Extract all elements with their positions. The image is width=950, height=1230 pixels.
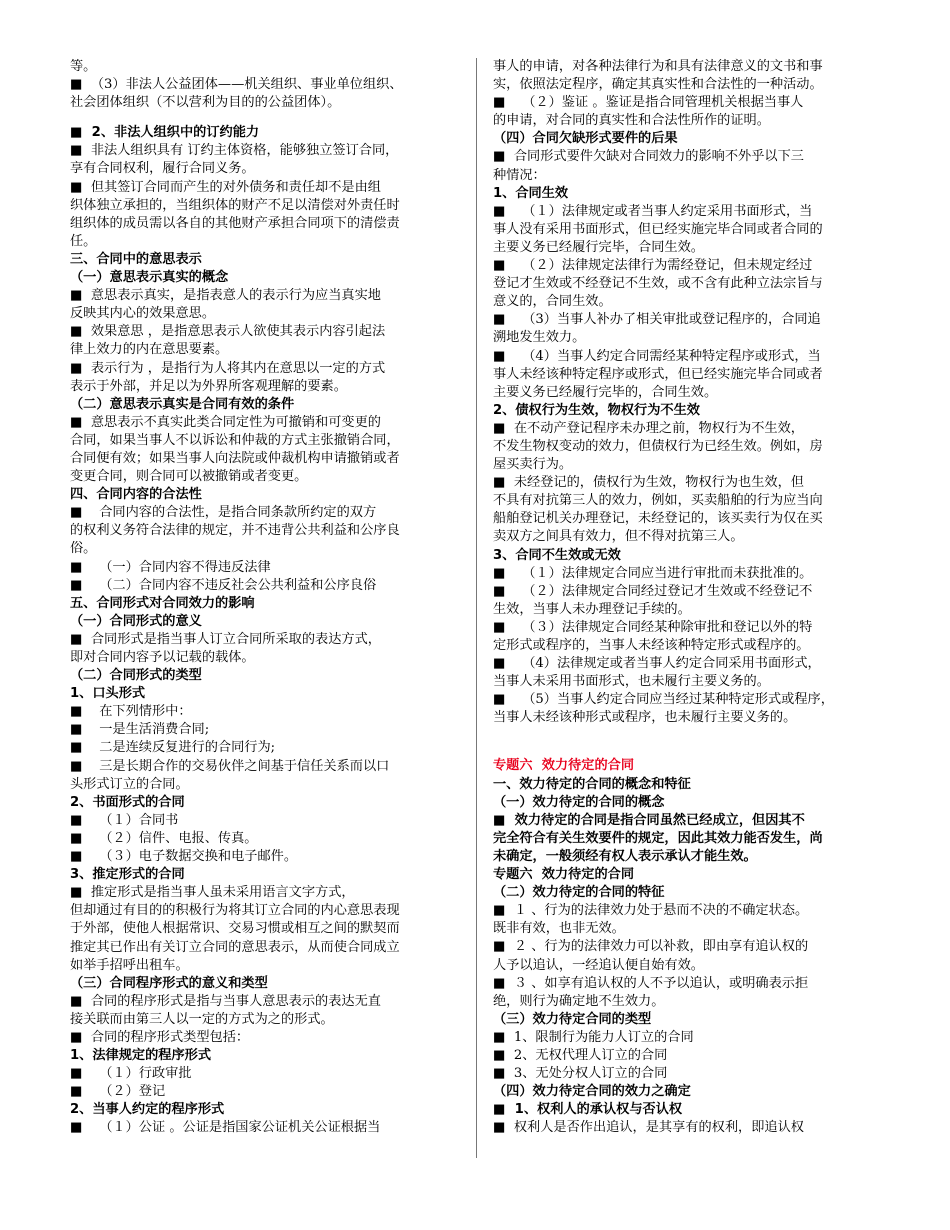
heading-line: （二）效力待定的合同的特征 — [493, 885, 665, 901]
text-line: 当事人未经该种形式或程序，也未履行主要义务的。 — [493, 710, 797, 726]
left-column — [70, 58, 468, 1138]
text-line: 绝，则行为确定地不生效力。 — [493, 993, 665, 1009]
text-line: 卖双方之间具有效力，但不得对抗第三人。 — [493, 529, 744, 545]
text-line: 生效，当事人未办理登记手续的。 — [493, 601, 691, 617]
text-line: 推定其已作出有关订立合同的意思表示，从而使合同成立 — [70, 939, 400, 955]
heading-line: ■ 1、权利人的承认权与否认权 — [493, 1102, 683, 1118]
text-line: ■ （4）当事人约定合同需经某种特定程序或形式，当 — [493, 348, 821, 364]
text-line: 合同便有效；如果当事人向法院或仲裁机构申请撤销或者 — [70, 450, 400, 466]
text-line: ■ 合同形式是指当事人订立合同所采取的表达方式， — [70, 631, 381, 647]
text-line: ■ （3）当事人补办了相关审批或登记程序的，合同追 — [493, 312, 821, 328]
text-line: 溯地发生效力。 — [493, 330, 586, 346]
column-divider — [476, 58, 477, 1158]
text-line: ■ （二）合同内容不违反社会公共利益和公序良俗 — [70, 577, 377, 593]
text-line: 头形式订立的合同。 — [70, 776, 189, 792]
heading-line: 完全符合有关生效要件的规定，因此其效力能否发生，尚 — [493, 830, 823, 846]
text-line: ■ 未经登记的，债权行为生效，物权行为也生效，但 — [493, 475, 804, 491]
text-line: ■ 推定形式是指当事人虽未采用语言文字方式， — [70, 885, 355, 901]
heading-line: 四、合同内容的合法性 — [70, 487, 202, 503]
text-line: ■ 权利人是否作出追认，是其享有的权利，即追认权 — [493, 1120, 804, 1136]
heading-line: 2、书面形式的合同 — [70, 794, 185, 810]
text-line: ■ （１）公证 。公证是指国家公证机关公证根据当 — [70, 1120, 381, 1136]
text-line: ■ 3、无处分权人订立的合同 — [493, 1066, 668, 1082]
text-line: ■ （３）法律规定合同经某种除审批和登记以外的特 — [493, 619, 813, 635]
text-line: ■ １ 、行为的法律效力处于悬而不决的不确定状态。 — [493, 903, 809, 919]
text-line: 织体独立承担的，当组织体的财产不足以清偿对外责任时 — [70, 197, 400, 213]
text-line: ■ （２）信件、电报、传真。 — [70, 830, 258, 846]
text-line: 合同，如果当事人不以诉讼和仲裁的方式主张撤销合同， — [70, 432, 400, 448]
text-line: ■ 在不动产登记程序未办理之前，物权行为不生效， — [493, 420, 804, 436]
text-line: ■ 2、无权代理人订立的合同 — [493, 1047, 668, 1063]
spacer — [493, 727, 885, 757]
text-line: 屋买卖行为。 — [493, 457, 573, 473]
text-line: 社会团体组织（不以营利为目的的公益团体）。 — [70, 95, 341, 111]
text-line: 但却通过有目的的积极行为将其订立合同的内心意思表现 — [70, 903, 400, 919]
text-line: 表示于外部，并足以为外界所客观理解的要素。 — [70, 378, 347, 394]
heading-line: （四）效力待定合同的效力之确定 — [493, 1084, 691, 1100]
text-line: ■ （２）法律规定合同经过登记才生效或不经登记不 — [493, 583, 813, 599]
text-line: ■ （3）非法人公益团体——机关组织、事业单位组织、 — [70, 77, 403, 93]
text-line: ■ ２ 、行为的法律效力可以补救，即由享有追认权的 — [493, 939, 809, 955]
heading-line: （一）效力待定的合同的概念 — [493, 794, 665, 810]
text-line: 事人的申请，对各种法律行为和具有法律意义的文书和事 — [493, 59, 823, 74]
text-line: 定形式或程序的，当事人未经该种特定形式或程序的。 — [493, 638, 810, 653]
text-line: ■ 意思表示不真实此类合同定性为可撤销和可变更的 — [70, 414, 381, 430]
heading-line: （二）合同形式的类型 — [70, 668, 202, 684]
text-line: 主要义务已经履行完毕，合同生效。 — [493, 239, 704, 255]
text-line: ■ （２）法律规定法律行为需经登记，但未规定经过 — [493, 258, 813, 274]
heading-line: 3、合同不生效或无效 — [493, 547, 621, 563]
heading-line: 五、合同形式对合同效力的影响 — [70, 595, 255, 611]
text-line: 律上效力的内在意思要素。 — [70, 342, 229, 358]
right-column — [493, 58, 885, 1137]
text-line: 的权利义务符合法律的规定，并不违背公共利益和公序良 — [70, 523, 400, 539]
heading-line: 未确定，一般须经有权人表示承认才能生效。 — [493, 848, 757, 864]
heading-line: 1、法律规定的程序形式 — [70, 1048, 212, 1064]
text-line: 既非有效，也非无效。 — [493, 921, 625, 937]
heading-line: （三）合同程序形式的意义和类型 — [70, 975, 268, 991]
text-line: ■ 合同的程序形式类型包括： — [70, 1029, 250, 1045]
text-line: 登记才生效或不经登记不生效，或不含有此种立法宗旨与 — [493, 276, 823, 292]
text-line: 实，依照法定程序，确定其真实性和合法性的一种活动。 — [493, 77, 823, 93]
text-line: ■ 表示行为 ，是指行为人将其内在意思以一定的方式 — [70, 360, 386, 376]
text-line: ■ （１）行政审批 — [70, 1066, 192, 1082]
text-line: ■ 在下列情形中： — [70, 704, 192, 720]
text-line: 等。 — [70, 59, 97, 74]
text-line: 反映其内心的效果意思。 — [70, 306, 216, 322]
text-line: ■ 合同的程序形式是指与当事人意思表示的表达无直 — [70, 993, 381, 1009]
text-line: 事人未经该种特定程序或形式，但已经实施完毕合同或者 — [493, 366, 823, 382]
text-line: 组织体的成员需以各自的其他财产承担合同项下的清偿责 — [70, 215, 400, 231]
text-line: ■ （１）合同书 — [70, 812, 179, 828]
text-line: ■ （5）当事人约定合同应当经过某种特定形式或程序， — [493, 692, 834, 708]
heading-line: 专题六 效力待定的合同 — [493, 867, 635, 883]
text-line: 接关联而由第三人以一定的方式为之的形式。 — [70, 1011, 334, 1027]
text-line: ■ 合同形式要件欠缺对合同效力的影响不外乎以下三 — [493, 149, 804, 165]
text-line: 种情况： — [493, 167, 546, 183]
text-line: 俗。 — [70, 541, 97, 557]
text-line: 不发生物权变动的效力，但债权行为已经生效。例如，房 — [493, 438, 823, 454]
heading-line: ■ 2、非法人组织中的订约能力 — [70, 125, 260, 141]
text-line: ■ ３ 、如享有追认权的人不予以追认，或明确表示拒 — [493, 975, 809, 991]
text-line: ■ 二是连续反复进行的合同行为; — [70, 740, 276, 756]
text-line: 主要义务已经履行完毕的，合同生效。 — [493, 384, 718, 400]
text-line: 即对合同内容予以记载的载体。 — [70, 650, 255, 665]
heading-line: 2、债权行为生效，物权行为不生效 — [493, 402, 700, 418]
heading-line: 3、推定形式的合同 — [70, 867, 185, 883]
heading-line: ■ 效力待定的合同是指合同虽然已经成立，但因其不 — [493, 812, 805, 828]
text-line: 船舶登记机关办理登记，未经登记的，该买卖行为仅在买 — [493, 511, 823, 527]
text-line: ■ 但其签订合同而产生的对外债务和责任却不是由组 — [70, 179, 381, 195]
text-line: ■ （4）法律规定或者当事人约定合同采用书面形式， — [493, 656, 821, 672]
text-line: 变更合同，则合同可以被撤销或者变更。 — [70, 469, 308, 485]
text-line: 的申请，对合同的真实性和合法性所作的证明。 — [493, 113, 770, 129]
text-line: ■ （２）鉴证 。鉴证是指合同管理机关根据当事人 — [493, 95, 804, 111]
heading-line: （一）合同形式的意义 — [70, 613, 202, 629]
heading-line: 三、合同中的意思表示 — [70, 251, 202, 267]
text-line: 不具有对抗第三人的效力，例如，买卖船舶的行为应当向 — [493, 493, 823, 509]
text-line: ■ （１）法律规定合同应当进行审批而未获批准的。 — [493, 565, 813, 581]
text-line: ■ 1、限制行为能力人订立的合同 — [493, 1029, 694, 1045]
section-title: 专题六 效力待定的合同 — [493, 758, 635, 774]
text-line: 意义的，合同生效。 — [493, 294, 612, 310]
heading-line: 1、口头形式 — [70, 686, 146, 702]
text-line: ■ 一是生活消费合同; — [70, 722, 210, 738]
text-line: 事人没有采用书面形式，但已经实施完毕合同或者合同的 — [493, 221, 823, 237]
text-line: ■ 三是长期合作的交易伙伴之间基于信任关系而以口 — [70, 758, 390, 774]
text-line: 于外部，使他人根据常识、交易习惯或相互之间的默契而 — [70, 921, 400, 937]
text-line: 享有合同权利，履行合同义务。 — [70, 161, 255, 177]
text-line: ■ （一）合同内容不得违反法律 — [70, 559, 271, 575]
text-line: ■ 非法人组织具有 订约主体资格，能够独立签订合同， — [70, 143, 399, 159]
heading-line: （一）意思表示真实的概念 — [70, 270, 229, 286]
heading-line: 一、效力待定的合同的概念和特征 — [493, 776, 691, 792]
heading-line: 2、当事人约定的程序形式 — [70, 1102, 225, 1118]
text-line: 任。 — [70, 233, 97, 249]
text-line: ■ 合同内容的合法性，是指合同条款所约定的双方 — [70, 505, 377, 521]
text-line: ■ 意思表示真实，是指表意人的表示行为应当真实地 — [70, 288, 381, 304]
heading-line: 1、合同生效 — [493, 185, 569, 201]
text-line: ■ 效果意思 ，是指意思表示人欲使其表示内容引起法 — [70, 324, 386, 340]
text-line: ■ （３）电子数据交换和电子邮件。 — [70, 849, 298, 865]
text-line: 人予以追认，一经追认便自始有效。 — [493, 957, 704, 973]
spacer — [70, 112, 468, 124]
text-line: ■ （１）法律规定或者当事人约定采用书面形式，当 — [493, 203, 813, 219]
text-line: ■ （２）登记 — [70, 1084, 166, 1100]
text-line: 如举手招呼出租车。 — [70, 957, 189, 973]
heading-line: （三）效力待定合同的类型 — [493, 1011, 652, 1027]
heading-line: （二）意思表示真实是合同有效的条件 — [70, 396, 295, 412]
heading-line: （四）合同欠缺形式要件的后果 — [493, 131, 678, 147]
text-line: 当事人未采用书面形式，也未履行主要义务的。 — [493, 674, 770, 690]
